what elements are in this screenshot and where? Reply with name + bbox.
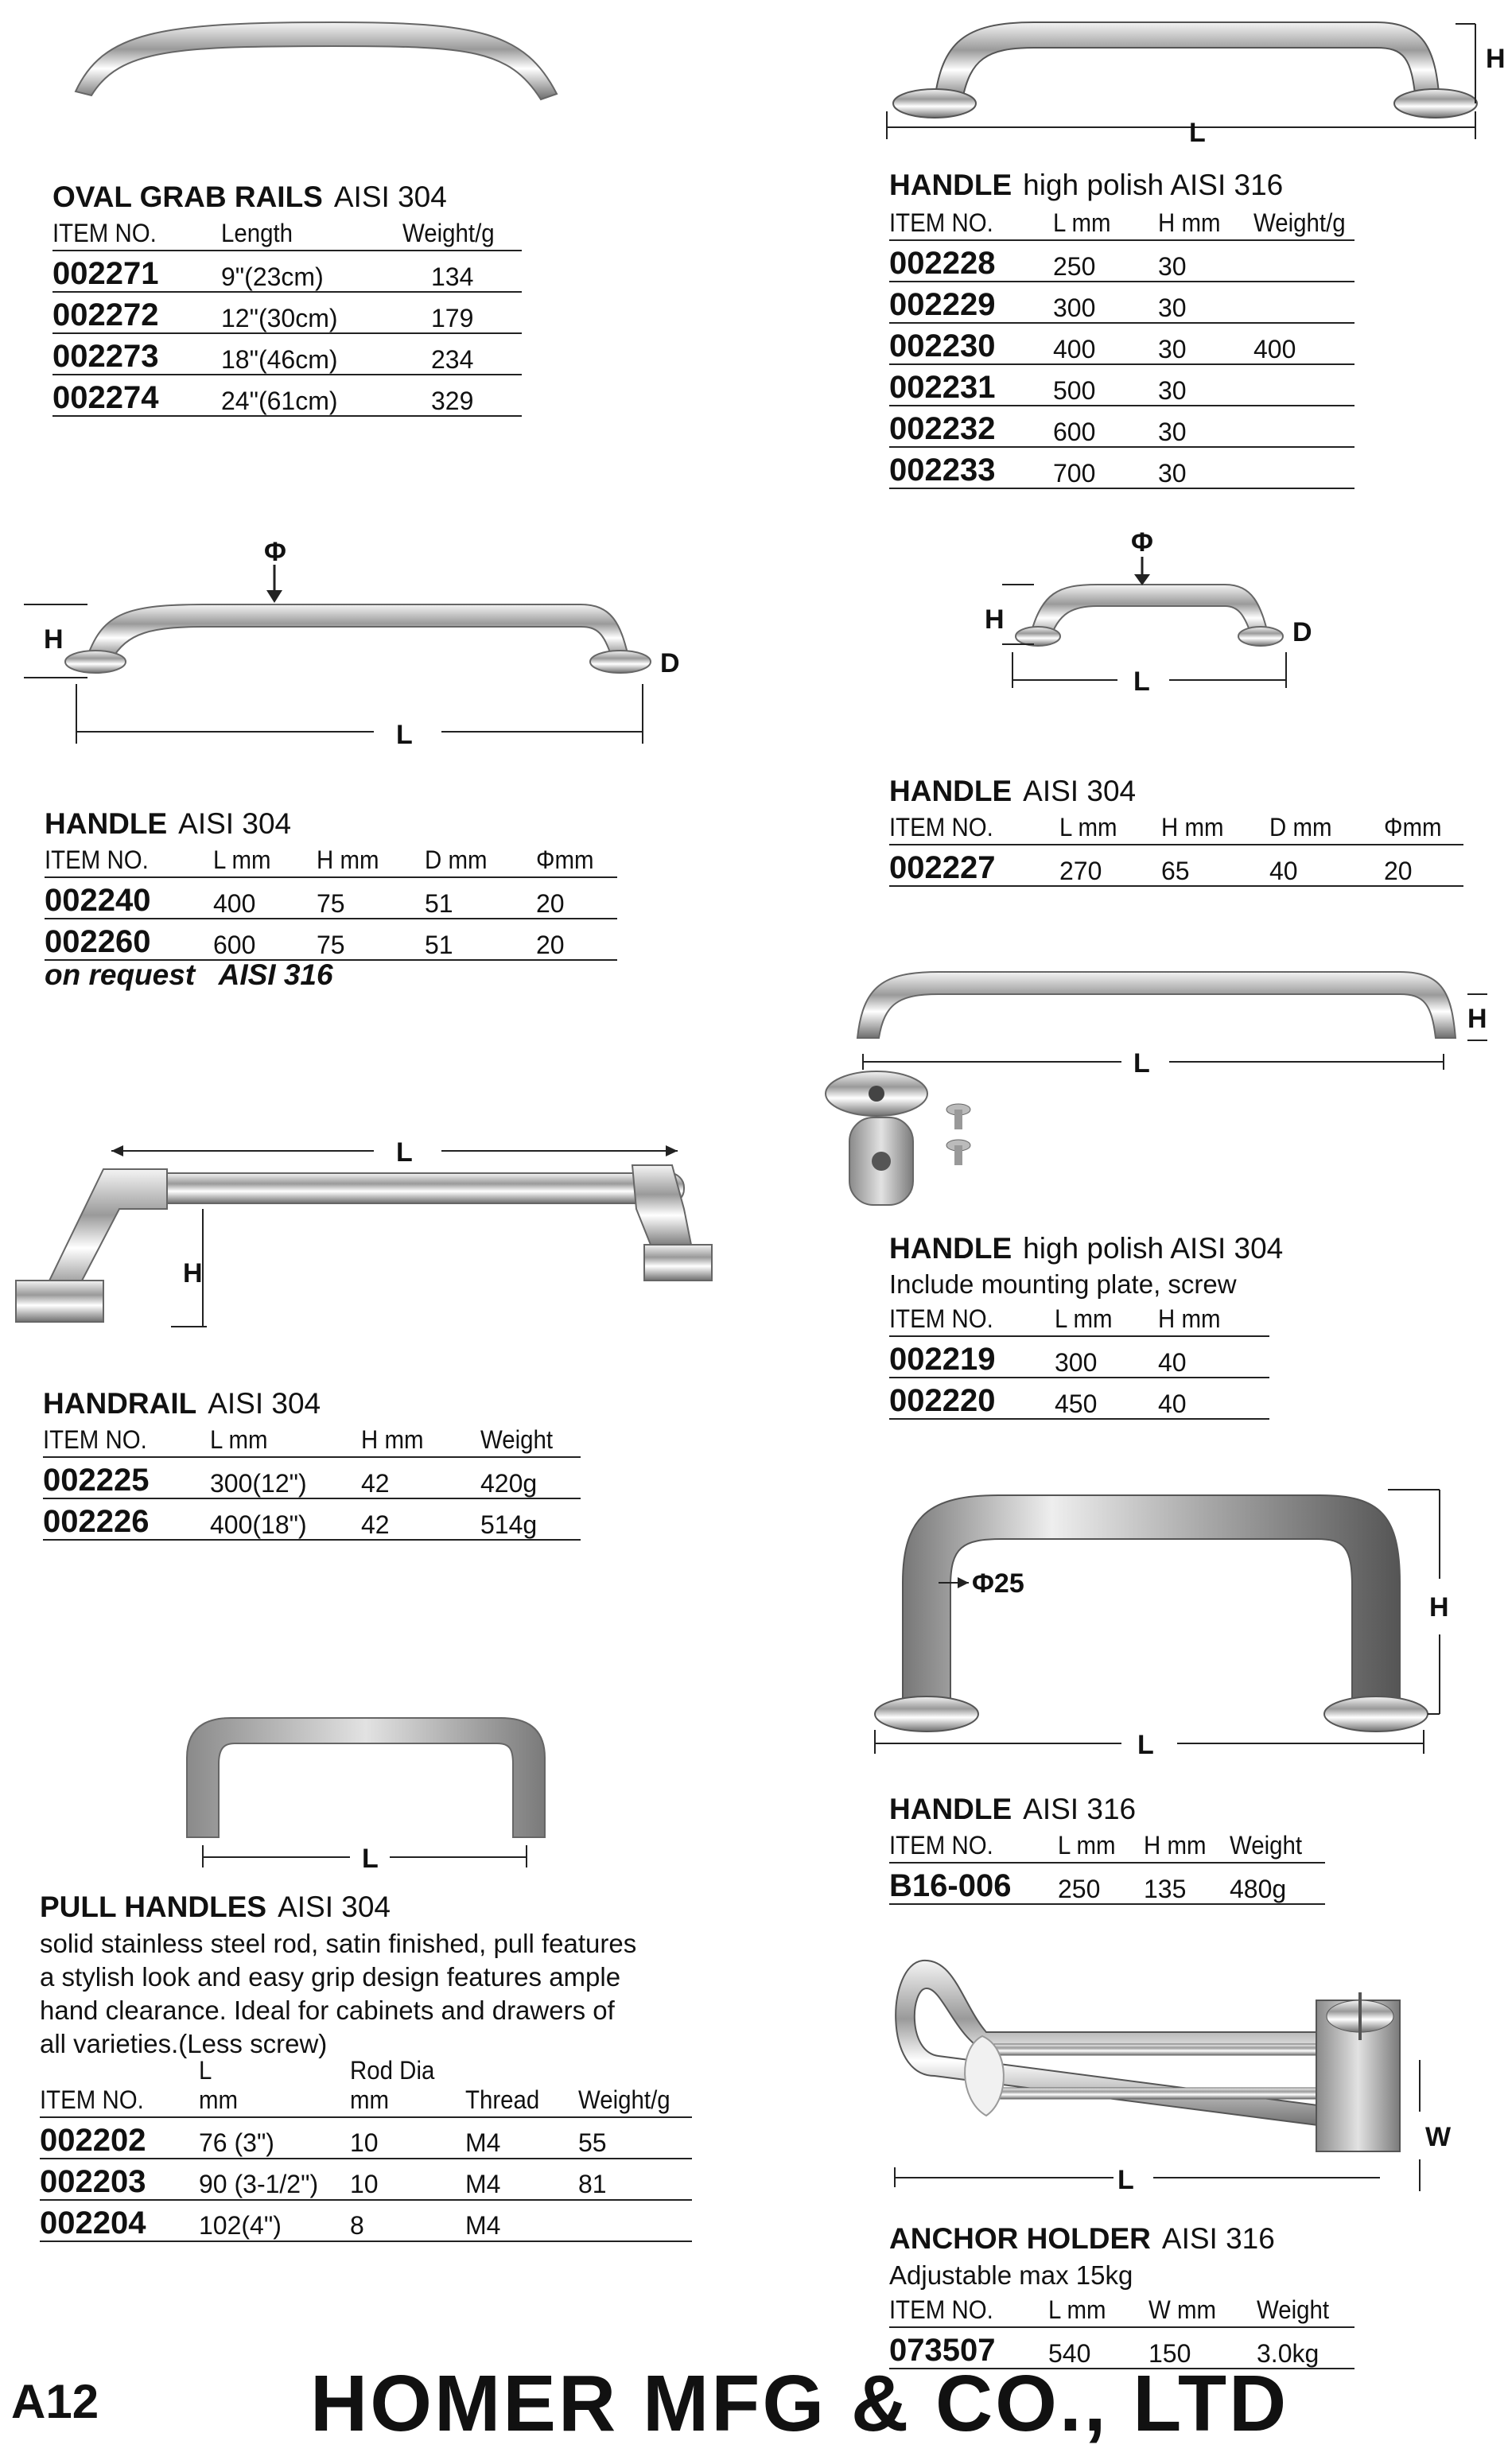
table-row bbox=[889, 1863, 1325, 1904]
section-material: high polish AISI 304 bbox=[1023, 1232, 1284, 1265]
table-row bbox=[43, 1457, 581, 1498]
cell-d: 51 bbox=[425, 877, 536, 919]
dim-phi-label: Φ bbox=[264, 537, 286, 567]
item-number: 002219 bbox=[889, 1336, 1055, 1378]
header-top-l: L bbox=[199, 2056, 212, 2085]
cell-h: 42 bbox=[361, 1498, 480, 1540]
table-row bbox=[889, 1336, 1269, 1378]
cell-l: 450 bbox=[1055, 1378, 1158, 1419]
dim-h-label: H bbox=[183, 1258, 203, 1288]
mounting-plate-image bbox=[826, 1071, 927, 1205]
cell-weight: 179 bbox=[402, 292, 522, 333]
pull-handles-table bbox=[40, 2056, 692, 2242]
table-row bbox=[52, 292, 522, 333]
header-weight: Weight/g bbox=[1253, 208, 1347, 240]
dim-d-label: D bbox=[660, 648, 680, 678]
cell-weight bbox=[578, 2200, 692, 2241]
cell-h: 40 bbox=[1158, 1378, 1269, 1419]
dim-l-label: L bbox=[1117, 2165, 1134, 2195]
cell-h: 30 bbox=[1158, 240, 1253, 282]
description-line: a stylish look and easy grip design features ample bbox=[40, 1962, 621, 1992]
cell-weight: 81 bbox=[578, 2159, 692, 2200]
header-item-no: ITEM NO. bbox=[45, 845, 200, 877]
header-item-no: ITEM NO. bbox=[889, 208, 1040, 240]
table-row bbox=[45, 877, 617, 919]
cell-weight bbox=[1253, 364, 1354, 406]
header-w-mm: W mm bbox=[1148, 2295, 1248, 2327]
section-title: HANDLE bbox=[889, 1793, 1012, 1825]
header-l-mm: L mm bbox=[1048, 2295, 1141, 2327]
dim-l-label: L bbox=[362, 1844, 379, 1874]
cell-rod-dia: 10 bbox=[350, 2159, 465, 2200]
header-d-mm: D mm bbox=[1269, 813, 1374, 845]
cell-thread: M4 bbox=[465, 2159, 578, 2200]
item-number: 002233 bbox=[889, 447, 1053, 488]
cell-h: 30 bbox=[1158, 364, 1253, 406]
cell-l: 76 (3") bbox=[199, 2117, 350, 2159]
item-number: 002230 bbox=[889, 323, 1053, 364]
item-number: 073507 bbox=[889, 2327, 1048, 2369]
cell-l: 250 bbox=[1058, 1863, 1144, 1904]
cell-h: 40 bbox=[1158, 1336, 1269, 1378]
handrail-title bbox=[43, 1388, 321, 1420]
header-weight: Weight/g bbox=[402, 219, 512, 251]
section-title: HANDLE bbox=[889, 169, 1012, 201]
cell-weight: 3.0kg bbox=[1257, 2327, 1354, 2369]
item-number: 002260 bbox=[45, 919, 213, 960]
handrail-image bbox=[16, 1137, 712, 1327]
anchor-holder-image bbox=[895, 1961, 1452, 2195]
cell-d: 40 bbox=[1269, 845, 1384, 886]
table-row bbox=[889, 364, 1354, 406]
cell-phi: 20 bbox=[536, 877, 617, 919]
handle-304-plate-image bbox=[826, 972, 1487, 1205]
header-l-mm: L mm bbox=[213, 845, 309, 877]
cell-length: 9"(23cm) bbox=[221, 251, 402, 292]
table-row bbox=[889, 323, 1354, 364]
cell-w: 150 bbox=[1148, 2327, 1257, 2369]
cell-l: 270 bbox=[1059, 845, 1161, 886]
section-title: PULL HANDLES bbox=[40, 1891, 267, 1923]
cell-h: 30 bbox=[1158, 282, 1253, 323]
dim-phi25-label: Φ25 bbox=[972, 1568, 1024, 1599]
cell-weight bbox=[1253, 447, 1354, 488]
table-row bbox=[889, 1378, 1269, 1419]
header-h-mm: H mm bbox=[317, 845, 416, 877]
cell-l: 600 bbox=[213, 919, 317, 960]
table-row bbox=[889, 447, 1354, 488]
handle-304-large-image bbox=[24, 537, 680, 750]
section-material: high polish AISI 316 bbox=[1023, 169, 1284, 201]
section-material: AISI 304 bbox=[333, 181, 447, 213]
dim-l-label: L bbox=[1133, 667, 1150, 697]
table-row bbox=[45, 919, 617, 960]
header-item-no: ITEM NO. bbox=[52, 219, 208, 251]
cell-l: 500 bbox=[1053, 364, 1158, 406]
cell-l: 540 bbox=[1048, 2327, 1148, 2369]
header-item-no: ITEM NO. bbox=[889, 813, 1046, 845]
header-weight: Weight bbox=[480, 1425, 573, 1457]
dim-h-label: H bbox=[985, 604, 1005, 635]
dim-l-label: L bbox=[396, 720, 413, 750]
item-number: 002227 bbox=[889, 845, 1059, 886]
handle-316-title bbox=[889, 1794, 1136, 1826]
section-material: AISI 316 bbox=[1161, 2222, 1275, 2255]
section-title: HANDLE bbox=[889, 775, 1012, 807]
cell-weight bbox=[1253, 240, 1354, 282]
description-line: hand clearance. Ideal for cabinets and drawers of bbox=[40, 1996, 615, 2025]
section-description: Adjustable max 15kg bbox=[889, 2260, 1133, 2290]
header-item-no: ITEM NO. bbox=[889, 1304, 1041, 1336]
pull-handles-title bbox=[40, 1891, 391, 1924]
table-row bbox=[52, 251, 522, 292]
handle-316-image bbox=[875, 1490, 1449, 1760]
handle-316-polish-image bbox=[887, 22, 1506, 148]
handle-316-table bbox=[889, 1831, 1325, 1905]
header-item-no: ITEM NO. bbox=[889, 2295, 1036, 2327]
section-title: OVAL GRAB RAILS bbox=[52, 181, 323, 213]
handle-304-plate-title bbox=[889, 1233, 1283, 1265]
header-thread: Thread bbox=[465, 2085, 569, 2117]
anchor-holder-title bbox=[889, 2223, 1275, 2256]
dim-d-label: D bbox=[1292, 617, 1312, 647]
header-rod-dia-mm: mm bbox=[350, 2085, 456, 2117]
handle-304-plate-table bbox=[889, 1304, 1269, 1420]
handle-304-large-table bbox=[45, 845, 617, 961]
cell-length: 18"(46cm) bbox=[221, 333, 402, 375]
handle-304-small-title bbox=[889, 775, 1136, 808]
cell-l: 400 bbox=[1053, 323, 1158, 364]
oval-grab-rails-title bbox=[52, 181, 447, 214]
header-l-mm: L mm bbox=[1058, 1831, 1137, 1863]
dim-phi-label: Φ bbox=[1131, 527, 1153, 558]
table-row bbox=[43, 1498, 581, 1540]
cell-weight: 134 bbox=[402, 251, 522, 292]
cell-weight: 514g bbox=[480, 1498, 581, 1540]
cell-length: 24"(61cm) bbox=[221, 375, 402, 416]
cell-weight: 420g bbox=[480, 1457, 581, 1498]
item-number: 002203 bbox=[40, 2159, 199, 2200]
header-length: Length bbox=[221, 219, 388, 251]
cell-weight bbox=[1253, 406, 1354, 447]
item-number: 002272 bbox=[52, 292, 221, 333]
dim-h-label: H bbox=[1429, 1592, 1449, 1623]
cell-l: 600 bbox=[1053, 406, 1158, 447]
header-h-mm: H mm bbox=[361, 1425, 471, 1457]
section-material: AISI 304 bbox=[278, 1891, 391, 1923]
table-row bbox=[889, 845, 1463, 886]
header-l-mm: L mm bbox=[1059, 813, 1153, 845]
header-top-rod-dia: Rod Dia bbox=[350, 2056, 435, 2085]
header-weight: Weight bbox=[1257, 2295, 1347, 2327]
cell-h: 30 bbox=[1158, 447, 1253, 488]
cell-length: 12"(30cm) bbox=[221, 292, 402, 333]
section-material: AISI 304 bbox=[178, 807, 292, 840]
on-request-note: on request AISI 316 bbox=[45, 958, 333, 991]
header-l-mm: mm bbox=[199, 2085, 338, 2117]
cell-h: 30 bbox=[1158, 323, 1253, 364]
header-h-mm: H mm bbox=[1158, 1304, 1261, 1336]
handle-304-small-table bbox=[889, 813, 1463, 887]
table-row bbox=[889, 240, 1354, 282]
dim-h-label: H bbox=[44, 624, 64, 655]
header-top-blank bbox=[40, 2056, 186, 2085]
dim-h-label: H bbox=[1486, 44, 1506, 74]
item-number: 002202 bbox=[40, 2117, 199, 2159]
header-item-no: ITEM NO. bbox=[43, 1425, 196, 1457]
cell-phi: 20 bbox=[1384, 845, 1463, 886]
cell-d: 51 bbox=[425, 919, 536, 960]
table-row bbox=[52, 375, 522, 416]
header-item-no: ITEM NO. bbox=[889, 1831, 1044, 1863]
pull-handle-image bbox=[187, 1718, 545, 1874]
header-l-mm: L mm bbox=[1055, 1304, 1150, 1336]
header-top-blank bbox=[578, 2056, 683, 2085]
item-number: 002228 bbox=[889, 240, 1053, 282]
item-number: 002240 bbox=[45, 877, 213, 919]
table-row bbox=[40, 2159, 692, 2200]
cell-h: 75 bbox=[317, 877, 425, 919]
section-title: HANDLE bbox=[45, 807, 168, 840]
handle-316-polish-title bbox=[889, 169, 1283, 202]
dim-w-label: W bbox=[1425, 2122, 1452, 2152]
cell-weight bbox=[1253, 282, 1354, 323]
item-number: 002225 bbox=[43, 1457, 210, 1498]
header-d-mm: D mm bbox=[425, 845, 527, 877]
handle-304-large-title bbox=[45, 808, 291, 841]
header-weight: Weight bbox=[1230, 1831, 1317, 1863]
section-material: AISI 316 bbox=[1023, 1793, 1137, 1825]
header-top-blank bbox=[465, 2056, 569, 2085]
dim-l-label: L bbox=[1189, 118, 1206, 148]
cell-l: 102(4") bbox=[199, 2200, 350, 2241]
item-number: 002232 bbox=[889, 406, 1053, 447]
header-h-mm: H mm bbox=[1158, 208, 1246, 240]
cell-thread: M4 bbox=[465, 2117, 578, 2159]
handle-304-small-image bbox=[985, 527, 1312, 697]
header-item-no: ITEM NO. bbox=[40, 2085, 186, 2117]
table-row bbox=[889, 406, 1354, 447]
item-number: 002204 bbox=[40, 2200, 199, 2241]
header-weight: Weight/g bbox=[578, 2085, 683, 2117]
handrail-table bbox=[43, 1425, 581, 1541]
page-code: A12 bbox=[11, 2375, 99, 2428]
dim-l-label: L bbox=[396, 1137, 413, 1168]
screw-image bbox=[946, 1104, 970, 1165]
table-row bbox=[889, 282, 1354, 323]
section-title: HANDRAIL bbox=[43, 1387, 197, 1420]
cell-weight: 480g bbox=[1230, 1863, 1325, 1904]
company-name: HOMER MFG & CO., LTD bbox=[310, 2359, 1289, 2448]
header-h-mm: H mm bbox=[1144, 1831, 1222, 1863]
header-phi-mm: Φmm bbox=[1384, 813, 1457, 845]
cell-l: 90 (3-1/2") bbox=[199, 2159, 350, 2200]
dim-l-label: L bbox=[1137, 1730, 1154, 1760]
cell-h: 30 bbox=[1158, 406, 1253, 447]
description-line: all varieties.(Less screw) bbox=[40, 2029, 328, 2058]
cell-weight: 55 bbox=[578, 2117, 692, 2159]
section-material: AISI 304 bbox=[1023, 775, 1137, 807]
cell-h: 135 bbox=[1144, 1863, 1230, 1904]
header-h-mm: H mm bbox=[1161, 813, 1261, 845]
cell-h: 65 bbox=[1161, 845, 1269, 886]
oval-grab-rails-table bbox=[52, 219, 522, 417]
cell-weight: 234 bbox=[402, 333, 522, 375]
table-row bbox=[40, 2117, 692, 2159]
cell-phi: 20 bbox=[536, 919, 617, 960]
section-description: Include mounting plate, screw bbox=[889, 1269, 1237, 1299]
item-number: 002274 bbox=[52, 375, 221, 416]
cell-l: 300 bbox=[1055, 1336, 1158, 1378]
item-number: B16-006 bbox=[889, 1863, 1058, 1904]
cell-l: 250 bbox=[1053, 240, 1158, 282]
dim-h-label: H bbox=[1467, 1004, 1487, 1034]
item-number: 002220 bbox=[889, 1378, 1055, 1419]
header-phi-mm: Φmm bbox=[536, 845, 611, 877]
cell-l: 700 bbox=[1053, 447, 1158, 488]
cell-rod-dia: 8 bbox=[350, 2200, 465, 2241]
section-title: HANDLE bbox=[889, 1232, 1012, 1265]
cell-weight: 329 bbox=[402, 375, 522, 416]
cell-rod-dia: 10 bbox=[350, 2117, 465, 2159]
cell-weight: 400 bbox=[1253, 323, 1354, 364]
section-title: ANCHOR HOLDER bbox=[889, 2222, 1151, 2255]
cell-l: 400(18") bbox=[210, 1498, 361, 1540]
header-l-mm: L mm bbox=[1053, 208, 1149, 240]
cell-l: 300(12") bbox=[210, 1457, 361, 1498]
oval-grab-rail-image bbox=[76, 22, 557, 99]
table-row bbox=[40, 2200, 692, 2241]
header-l-mm: L mm bbox=[210, 1425, 349, 1457]
item-number: 002231 bbox=[889, 364, 1053, 406]
dim-l-label: L bbox=[1133, 1048, 1150, 1078]
handle-316-polish-table bbox=[889, 208, 1354, 489]
section-material: AISI 304 bbox=[208, 1387, 321, 1420]
item-number: 002271 bbox=[52, 251, 221, 292]
table-row bbox=[52, 333, 522, 375]
description-line: solid stainless steel rod, satin finished, pull features bbox=[40, 1929, 637, 1958]
cell-h: 42 bbox=[361, 1457, 480, 1498]
item-number: 002226 bbox=[43, 1498, 210, 1540]
item-number: 002229 bbox=[889, 282, 1053, 323]
cell-h: 75 bbox=[317, 919, 425, 960]
cell-l: 400 bbox=[213, 877, 317, 919]
cell-thread: M4 bbox=[465, 2200, 578, 2241]
cell-l: 300 bbox=[1053, 282, 1158, 323]
item-number: 002273 bbox=[52, 333, 221, 375]
